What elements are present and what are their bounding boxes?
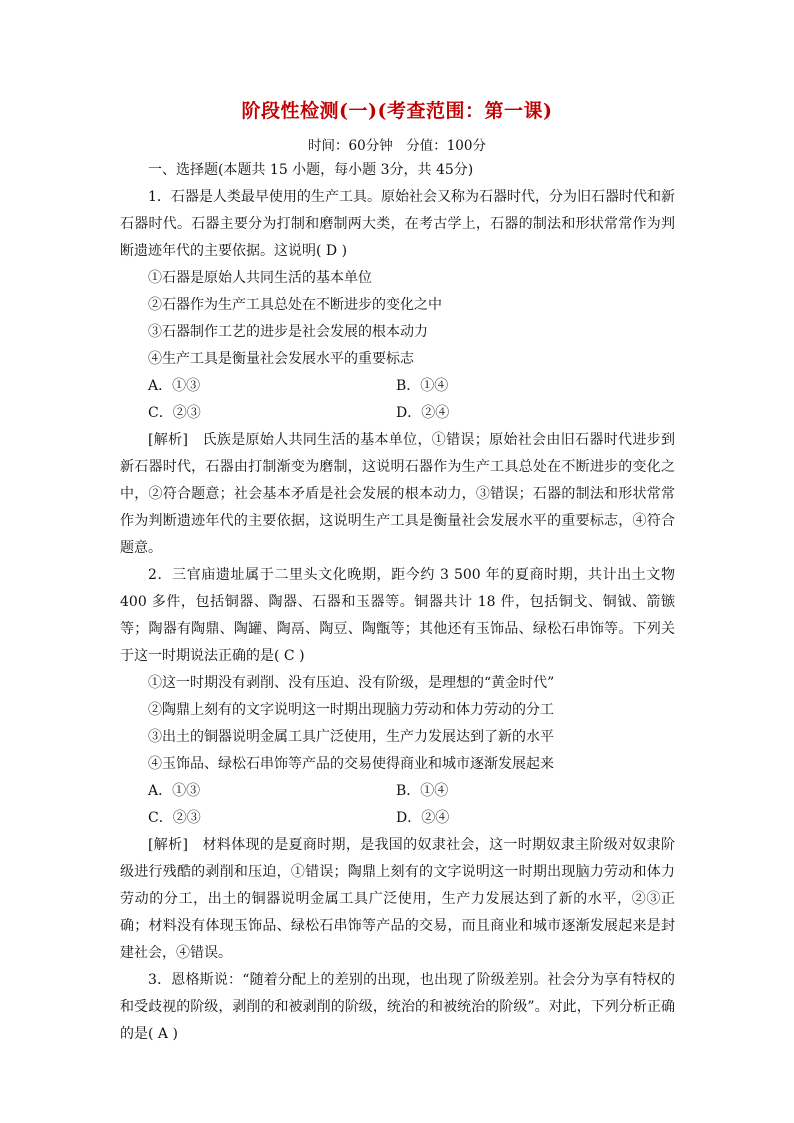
section-heading: 一、选择题(本题共 15 小题，每小题 3分，共 45分) <box>148 162 474 178</box>
question-2-statement: ②陶鼎上刻有的文字说明这一时期出现脑力劳动和体力劳动的分工 <box>148 702 554 718</box>
page-title: 阶段性检测(一)(考查范围：第一课) <box>241 100 553 122</box>
choice-b: B．①④ <box>396 783 449 799</box>
question-2-statement: ③出土的铜器说明金属工具广泛使用，生产力发展达到了新的水平 <box>148 729 554 745</box>
question-1-statement: ④生产工具是衡量社会发展水平的重要标志 <box>148 351 414 367</box>
question-1-statement: ③石器制作工艺的进步是社会发展的根本动力 <box>148 324 428 340</box>
question-1-analysis: [解析] 氏族是原始人共同生活的基本单位，①错误；原始社会由旧石器时代进步到新石器时代，石器由打制渐变为磨制，这说明石器作为生产工具总处在不断进步的变化之中，②符合题意；社会基本矛盾是社会发展的根本动力，③错误；石器的制法和形状常常作为判断遗迹年代的主要依据，这说明生产工具是衡量社会发展水平的重要标志，④符合题意。 <box>120 432 675 556</box>
question-2-choices-row <box>120 805 675 832</box>
question-1-choices-row <box>120 400 675 427</box>
choice-b: B．①④ <box>396 378 449 394</box>
exam-meta: 时间：60分钟 分值：100分 <box>308 138 486 154</box>
choice-a: A．①③ <box>148 378 201 394</box>
question-2-statement: ①这一时期没有剥削、没有压迫、没有阶级，是理想的“黄金时代” <box>148 675 555 691</box>
question-2-analysis: [解析] 材料体现的是夏商时期，是我国的奴隶社会，这一时期奴隶主阶级对奴隶阶级进行残酷的剥削和压迫，①错误；陶鼎上刻有的文字说明这一时期出现脑力劳动和体力劳动的分工，出土的铜器说明金属工具广泛使用，生产力发展达到了新的水平，②③正确；材料没有体现玉饰品、绿松石串饰等产品的交易，而且商业和城市逐渐发展起来是封建社会，④错误。 <box>120 837 675 961</box>
choice-a: A．①③ <box>148 783 201 799</box>
document-body <box>120 157 675 1048</box>
question-3-stem: 3．恩格斯说：“随着分配上的差别的出现，也出现了阶级差别。社会分为享有特权的和受歧视的阶级，剥削的和被剥削的阶级，统治的和被统治的阶级”。对此，下列分析正确的是( A ) <box>120 972 675 1042</box>
question-2-choices-row <box>120 778 675 805</box>
choice-d: D．②④ <box>396 810 450 826</box>
choice-c: C．②③ <box>148 810 201 826</box>
choice-c: C．②③ <box>148 405 201 421</box>
question-1-statement: ①石器是原始人共同生活的基本单位 <box>148 270 372 286</box>
question-1-statement: ②石器作为生产工具总处在不断进步的变化之中 <box>148 297 442 313</box>
question-2-stem: 2．三官庙遗址属于二里头文化晚期，距今约 3 500 年的夏商时期，共计出土文物 400 多件，包括铜器、陶器、石器和玉器等。铜器共计 18 件，包括铜戈、铜钺、箭镞等；陶器有陶鼎、陶罐、陶鬲、陶豆、陶甑等；其他还有玉饰品、绿松石串饰等。下列关于这一时期说法正确的是( C ) <box>120 567 675 664</box>
choice-d: D．②④ <box>396 405 450 421</box>
question-1-stem: 1．石器是人类最早使用的生产工具。原始社会又称为石器时代，分为旧石器时代和新石器时代。石器主要分为打制和磨制两大类，在考古学上，石器的制法和形状常常作为判断遗迹年代的主要依据。这说明( D ) <box>120 189 675 259</box>
question-1-choices-row <box>120 373 675 400</box>
question-2-statement: ④玉饰品、绿松石串饰等产品的交易使得商业和城市逐渐发展起来 <box>148 756 554 772</box>
